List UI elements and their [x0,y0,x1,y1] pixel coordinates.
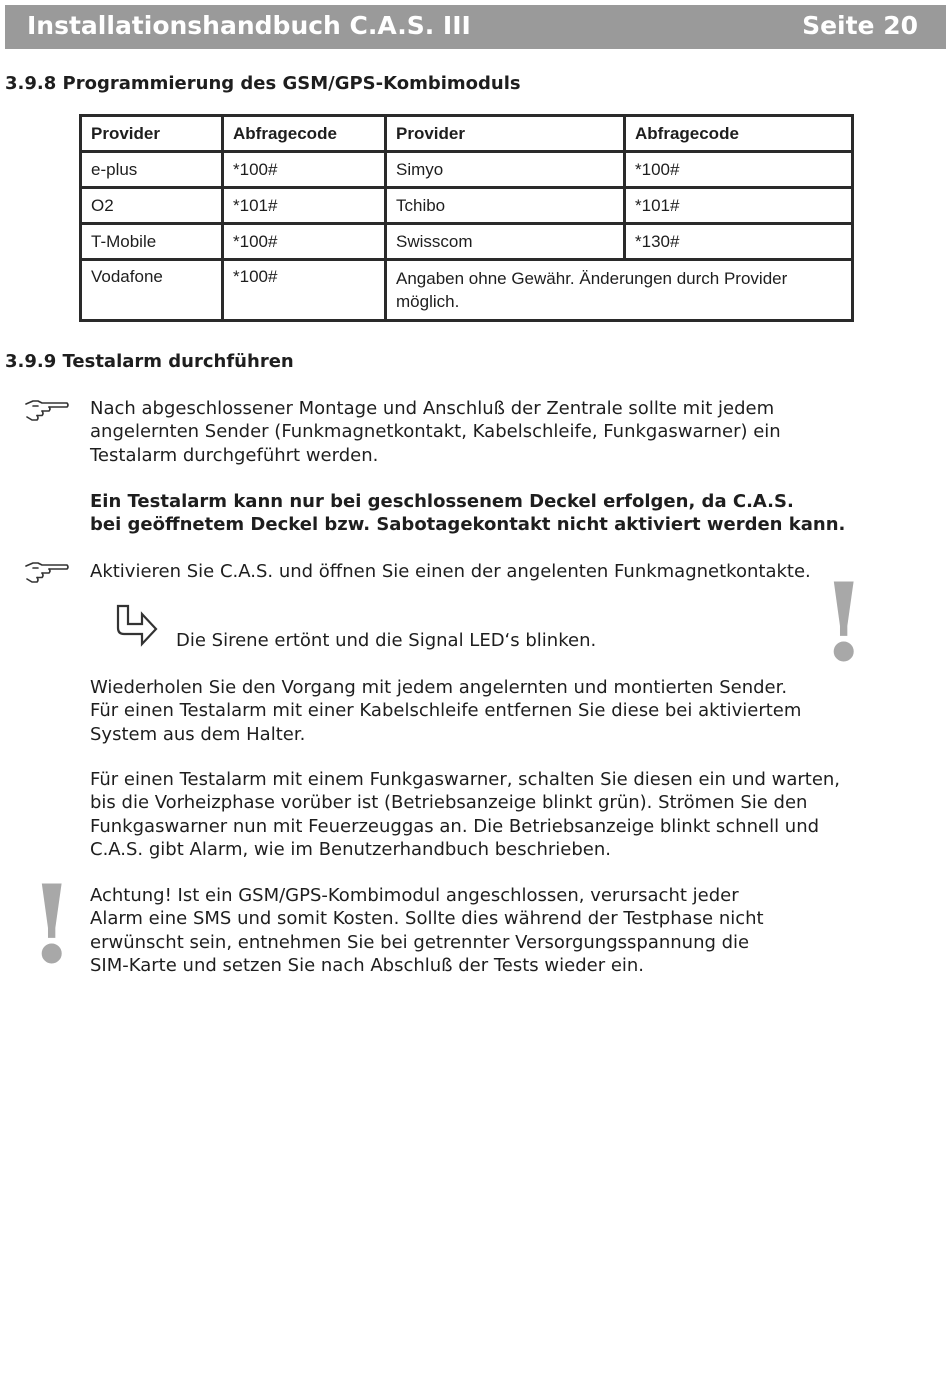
table-row [81,152,853,188]
manual-title: Installationshandbuch C.A.S. III [27,11,471,40]
table-header-row [81,116,853,152]
section-heading-3-9-9: 3.9.9 Testalarm durchführen [5,351,294,372]
table-cell: Vodafone [81,260,223,321]
pointing-hand-icon [24,398,70,424]
table-cell: Tchibo [386,188,625,224]
table-cell: *101# [625,188,853,224]
activate-instruction: Aktivieren Sie C.A.S. und öffnen Sie einen der angelenten Funkmagnetkontakte. [90,561,811,582]
table-cell: Swisscom [386,224,625,260]
result-arrow-icon [112,604,160,654]
table-cell: *130# [625,224,853,260]
table-header-cell: Provider [81,116,223,152]
intro-paragraph: Nach abgeschlossener Montage und Anschluß der Zentrale sollte mit jedem angelernten Sender (Funkmagnetkontakt, Kabelschleife, Funkgaswarner) ein Testalarm durchgeführt werden. [90,398,781,466]
table-row [81,260,853,321]
table-row [81,224,853,260]
section-heading-3-9-8: 3.9.8 Programmierung des GSM/GPS-Kombimoduls [5,73,521,94]
provider-table [79,114,854,322]
table-cell: *100# [625,152,853,188]
table-note-cell: Angaben ohne Gewähr. Änderungen durch Provider möglich. [386,260,853,321]
table-cell: *100# [223,224,386,260]
page-header [5,5,946,49]
exclamation-icon: ! [820,560,868,686]
pointing-hand-icon [24,560,70,586]
result-text: Die Sirene ertönt und die Signal LED‘s blinken. [176,630,597,651]
page-number: Seite 20 [802,11,918,40]
table-cell: *101# [223,188,386,224]
important-note: Ein Testalarm kann nur bei geschlossenem Deckel erfolgen, da C.A.S. bei geöffnetem Deckel bzw. Sabotagekontakt nicht aktiviert werden kann. [90,491,846,536]
table-header-cell: Abfragecode [223,116,386,152]
table-header-cell: Provider [386,116,625,152]
warning-paragraph: Achtung! Ist ein GSM/GPS-Kombimodul angeschlossen, verursacht jeder Alarm eine SMS und somit Kosten. Sollte dies während der Testphase nicht erwünscht sein, entnehmen Sie bei getrennter Versorgungsspannung die SIM-Karte und setzen Sie nach Abschluß der Tests wieder ein. [90,885,764,976]
exclamation-icon: ! [28,862,76,988]
table-cell: *100# [223,152,386,188]
table-cell: Simyo [386,152,625,188]
table-cell: T-Mobile [81,224,223,260]
repeat-paragraph: Wiederholen Sie den Vorgang mit jedem angelernten und montierten Sender. Für einen Testalarm mit einer Kabelschleife entfernen Sie diese bei aktiviertem System aus dem Halter. [90,677,802,745]
table-cell: O2 [81,188,223,224]
gas-detector-paragraph: Für einen Testalarm mit einem Funkgaswarner, schalten Sie diesen ein und warten, bis die Vorheizphase vorüber ist (Betriebsanzeige blinkt grün). Strömen Sie den Funkgaswarner nun mit Feuerzeuggas an. Die Betriebsanzeige blinkt schnell und C.A.S. gibt Alarm, wie im Benutzerhandbuch beschrieben. [90,769,841,860]
table-cell: *100# [223,260,386,321]
table-cell: e-plus [81,152,223,188]
table-row [81,188,853,224]
table-header-cell: Abfragecode [625,116,853,152]
